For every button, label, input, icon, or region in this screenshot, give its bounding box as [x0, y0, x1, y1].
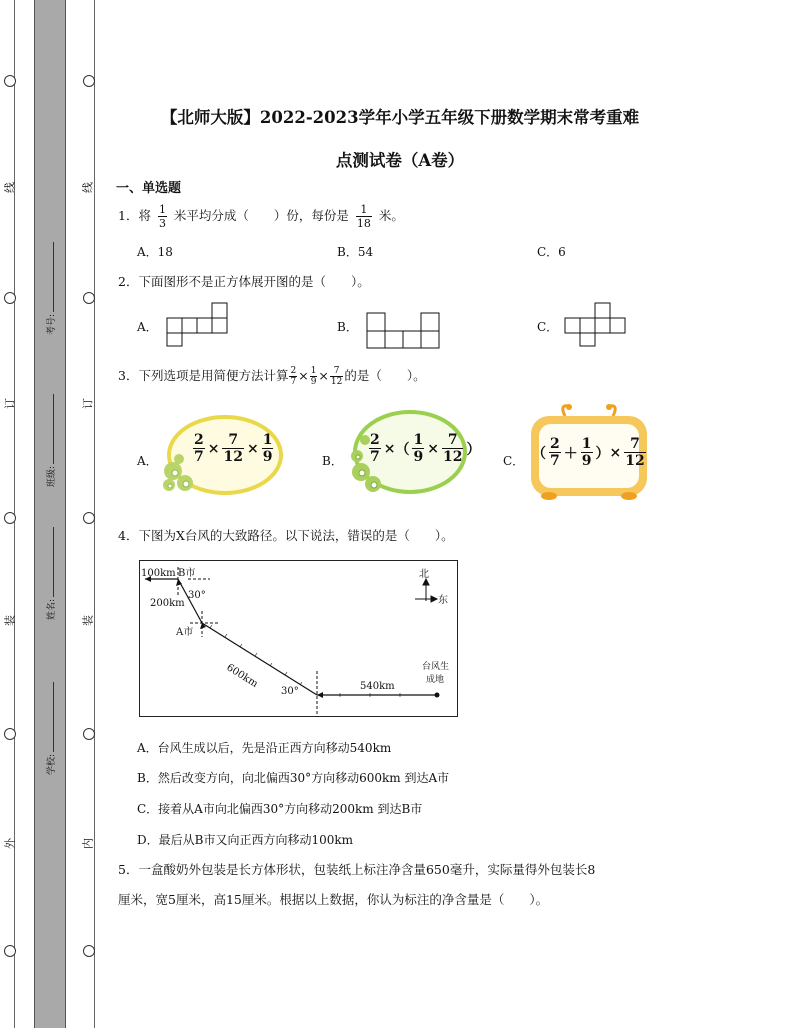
q1-mid: 米平均分成（ ）份，每份是	[173, 208, 349, 223]
q2-option-a[interactable]: A．	[137, 320, 158, 334]
map-label-600km: 600km	[224, 662, 260, 690]
plus-sign: ＋	[563, 445, 578, 462]
section-title: 一、单选题	[116, 181, 182, 196]
net-figure-a	[166, 302, 230, 348]
binding-hole	[4, 945, 16, 957]
exam-number-field[interactable]	[44, 242, 57, 335]
paren: （	[395, 441, 410, 458]
paren: ）	[595, 445, 610, 462]
typhoon-path-map	[139, 560, 458, 717]
binding-char: 外	[3, 838, 17, 849]
fraction: $\frac{7}{12}$	[625, 436, 645, 469]
paren: ）	[466, 441, 481, 458]
map-label-540km: 540km	[360, 681, 395, 692]
map-label-east: 东	[438, 595, 448, 606]
q3-suffix: 的是（ ）。	[344, 368, 426, 383]
times-sign: ×	[318, 368, 329, 383]
map-label-origin: 台风生	[422, 662, 450, 672]
binding-char: 装	[3, 615, 17, 626]
field-label: 班级:	[47, 465, 57, 487]
fraction: $\frac{2}{7}$	[290, 366, 297, 387]
map-drawing	[140, 561, 457, 716]
fraction: $\frac{2}{7}$	[370, 432, 380, 465]
school-field[interactable]	[44, 682, 57, 775]
fraction: $\frac{7}{12}$	[223, 432, 243, 465]
q3-prefix: 3．下列选项是用简便方法计算	[118, 368, 289, 383]
q4-option-c[interactable]: C．接着从A市向北偏西30°方向移动200km 到达B市	[137, 802, 423, 816]
binding-hole	[83, 75, 95, 87]
map-label-100km: 100km	[141, 568, 176, 579]
question-3	[118, 366, 426, 387]
binding-hole	[4, 728, 16, 740]
binding-char: 线	[3, 182, 17, 193]
q4-option-d[interactable]: D．最后从B市又向正西方向移动100km	[137, 833, 353, 847]
q3-option-b[interactable]: B．	[322, 454, 343, 468]
fraction: $\frac{1}{9}$	[310, 366, 317, 387]
field-label: 姓名:	[47, 598, 57, 620]
binding-char: 装	[81, 615, 95, 626]
question-5-line1: 5．一盒酸奶外包装是长方体形状，包装纸上标注净含量650毫升，实际量得外包装长8	[118, 862, 596, 877]
question-2: 2．下面图形不是正方体展开图的是（ ）。	[118, 274, 370, 289]
field-label: 学校:	[47, 753, 57, 775]
q2-option-b[interactable]: B．	[337, 320, 358, 334]
q3-option-a[interactable]: A．	[137, 454, 158, 468]
map-label-angle-top: 30°	[188, 590, 206, 601]
fraction: $\frac{1}{3}$	[158, 203, 166, 230]
q3-expression-c	[532, 436, 649, 469]
question-5-line2: 厘米，宽5厘米，高15厘米。根据以上数据，你认为标注的净含量是（ ）。	[118, 892, 549, 907]
question-1	[118, 203, 404, 230]
fraction: $\frac{1}{9}$	[581, 436, 592, 469]
map-label-origin: 成地	[426, 675, 445, 685]
times-sign: ×	[246, 440, 259, 457]
fraction: $\frac{7}{12}$	[442, 432, 463, 465]
map-label-city-b: B市	[178, 568, 196, 579]
times-sign: ×	[383, 440, 396, 457]
fraction: $\frac{7}{12}$	[330, 366, 343, 387]
q2-option-c[interactable]: C．	[537, 320, 559, 334]
map-label-200km: 200km	[150, 598, 185, 609]
binding-char: 内	[81, 838, 95, 849]
binding-char: 线	[81, 182, 95, 193]
question-4: 4．下图为X台风的大致路径。以下说法，错误的是（ ）。	[118, 528, 454, 543]
q4-option-a[interactable]: A．台风生成以后，先是沿正西方向移动540km	[137, 741, 392, 755]
map-label-angle-bottom: 30°	[281, 686, 299, 697]
binding-char: 订	[81, 398, 95, 409]
times-sign: ×	[609, 444, 622, 461]
binding-hole	[4, 512, 16, 524]
net-figure-b	[366, 312, 442, 350]
fraction: $\frac{1}{18}$	[356, 203, 371, 230]
times-sign: ×	[427, 440, 439, 457]
times-sign: ×	[298, 368, 309, 383]
q3-option-c[interactable]: C．	[503, 454, 525, 468]
net-figure-c	[564, 302, 628, 348]
binding-hole	[4, 75, 16, 87]
q1-option-c[interactable]: C．6	[537, 245, 566, 259]
name-field[interactable]	[44, 527, 57, 620]
map-label-north: 北	[419, 569, 429, 580]
binding-hole	[83, 728, 95, 740]
fraction: $\frac{1}{9}$	[413, 432, 424, 465]
page-title-line2: 点测试卷（A卷）	[335, 151, 465, 170]
binding-hole	[4, 292, 16, 304]
q1-option-b[interactable]: B．54	[337, 245, 374, 259]
binding-char: 订	[3, 398, 17, 409]
map-label-city-a: A市	[176, 627, 194, 638]
q3-expression-a	[190, 432, 276, 465]
binding-hole	[83, 292, 95, 304]
q4-option-b[interactable]: B．然后改变方向，向北偏西30°方向移动600km 到达A市	[137, 771, 450, 785]
times-sign: ×	[207, 440, 220, 457]
fraction: $\frac{1}{9}$	[262, 432, 273, 465]
page-title-line1: 【北师大版】2022-2023学年小学五年级下册数学期末常考重难	[160, 108, 640, 127]
binding-hole	[83, 512, 95, 524]
q1-prefix: 1．将	[118, 208, 151, 223]
binding-hole	[83, 945, 95, 957]
paren: （	[532, 445, 546, 462]
field-label: 考号:	[47, 313, 57, 335]
q1-suffix: 米。	[378, 208, 404, 223]
fraction: $\frac{2}{7}$	[550, 436, 560, 469]
fraction: $\frac{2}{7}$	[194, 432, 204, 465]
q1-option-a[interactable]: A．18	[137, 245, 173, 259]
binding-strip	[34, 0, 66, 1028]
q3-expression-b	[366, 432, 480, 465]
class-field[interactable]	[44, 394, 57, 487]
